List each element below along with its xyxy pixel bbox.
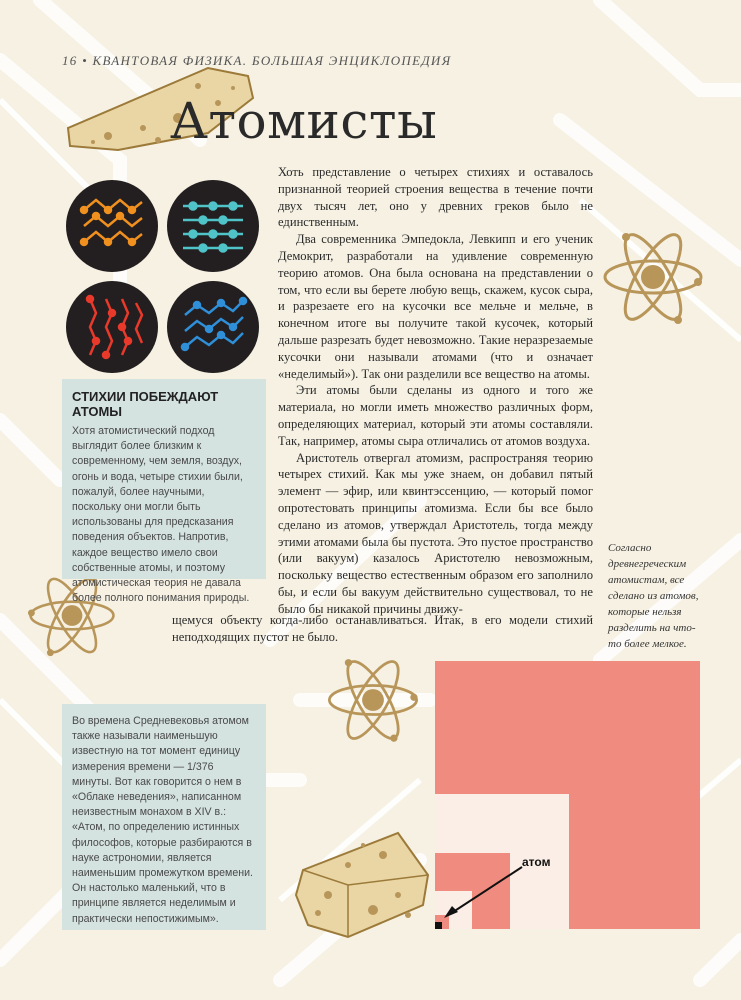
orange-molecule-icon <box>66 180 158 272</box>
molecule-circle-orange <box>66 180 158 272</box>
side-caption: Согласно древнегреческим атомистам, все сделано из атомов, которые нельзя разделить на что-то более мелкое. <box>608 542 699 650</box>
teal-molecule-icon <box>167 180 259 272</box>
blue-molecule-icon <box>167 281 259 373</box>
atom-label: атом <box>522 855 551 869</box>
box-quote: «Атом, по определению истинных философов, которые разбираются в науке астрономии, является наименьшим промежутком времени. Он настолько маленький, что в принципе является неделимым и практически непостижимым». <box>72 821 253 925</box>
box-heading: СТИХИИ ПОБЕЖДАЮТ АТОМЫ <box>72 389 219 419</box>
box-text: Хотя атомистический подход выглядит более близким к современному, чем земля, воздух, огонь и вода, четыре стихии были, пожалуй, более научными, поскольку они могли быть использованы для предсказания поведения объектов. Напротив, каждое вещество имело свои собственные атомы, и поэтому атомистическая теория не давала более полного понимания природы. <box>72 425 250 605</box>
molecule-circle-blue <box>167 281 259 373</box>
atom-icon-center <box>323 650 423 750</box>
page-title: Атомисты <box>170 92 438 150</box>
paragraph: Аристотель отвергал атомизм, распространяя теорию четырех стихий. Как мы уже знаем, он добавил пятый элемент — эфир, или квинтэссенцию, — который помог опротестовать принципы атомизма. Если бы все было сделано из атомов, утверждал Аристотель, тогда между этими атомами была бы пустота. Это пустое пространство (или вакуум) казалось Аристотелю невозможным, поскольку вещество естественным образом его заполнило бы, и если бы вакуум действительно существовал, то не было бы никакой причины движу- <box>278 450 593 616</box>
paragraph: Два современника Эмпедокла, Левкипп и его ученик Демокрит, разработали на удивление современную теорию атомов. Она была основана на представлении о том, что если вы берете любую вещь, скажем, кусок сыра, и разрезаете его на кусочки все мельче и мельче, в конечном итоге вы получите такой кусочек, который дальше разрезать будет невозможно. Такие неразрезаемые кусочки они называли атомами (что и означает «неделимый»). Так они разделили все вещество на атомы. <box>278 232 593 381</box>
atom-arrow-icon <box>440 862 530 922</box>
sidebar-box-elements-vs-atoms <box>62 379 266 605</box>
red-molecule-icon <box>66 281 158 373</box>
molecule-circle-red <box>66 281 158 373</box>
paragraph: Хоть представление о четырех стихиях и оставалось признанной теорией строения вещества в течение почти двух тысяч лет, оно у древних греков было не единственным. <box>278 165 593 230</box>
sidebar-box-medieval-atom <box>62 704 266 930</box>
paragraph: Эти атомы были сделаны из одного и того же материала, но могли иметь множество различных форм, определяющих материал, который эти атомы составляли. Так, например, атомы сыра отличались от атомов воздуха. <box>278 383 593 448</box>
paragraph: щемуся объекту когда-либо останавливаться. Итак, в его модели стихий неподходящих пустот не было. <box>172 613 593 644</box>
molecule-circle-teal <box>167 180 259 272</box>
box-text: Во времена Средневековья атомом также называли наименьшую известную на тот момент единицу измерения времени — 1/376 минуты. Вот как говорится о нем в «Облаке неведения», написанном неизвестным монахом в XIV в.: <box>72 715 249 819</box>
atom-square <box>435 922 442 929</box>
main-article-text <box>278 164 593 618</box>
cheese-illustration-bottom <box>288 825 438 945</box>
running-header: 16 • КВАНТОВАЯ ФИЗИКА. БОЛЬШАЯ ЭНЦИКЛОПЕДИЯ <box>62 53 452 68</box>
atom-icon-right <box>598 222 708 332</box>
article-text-continuation <box>172 612 593 646</box>
